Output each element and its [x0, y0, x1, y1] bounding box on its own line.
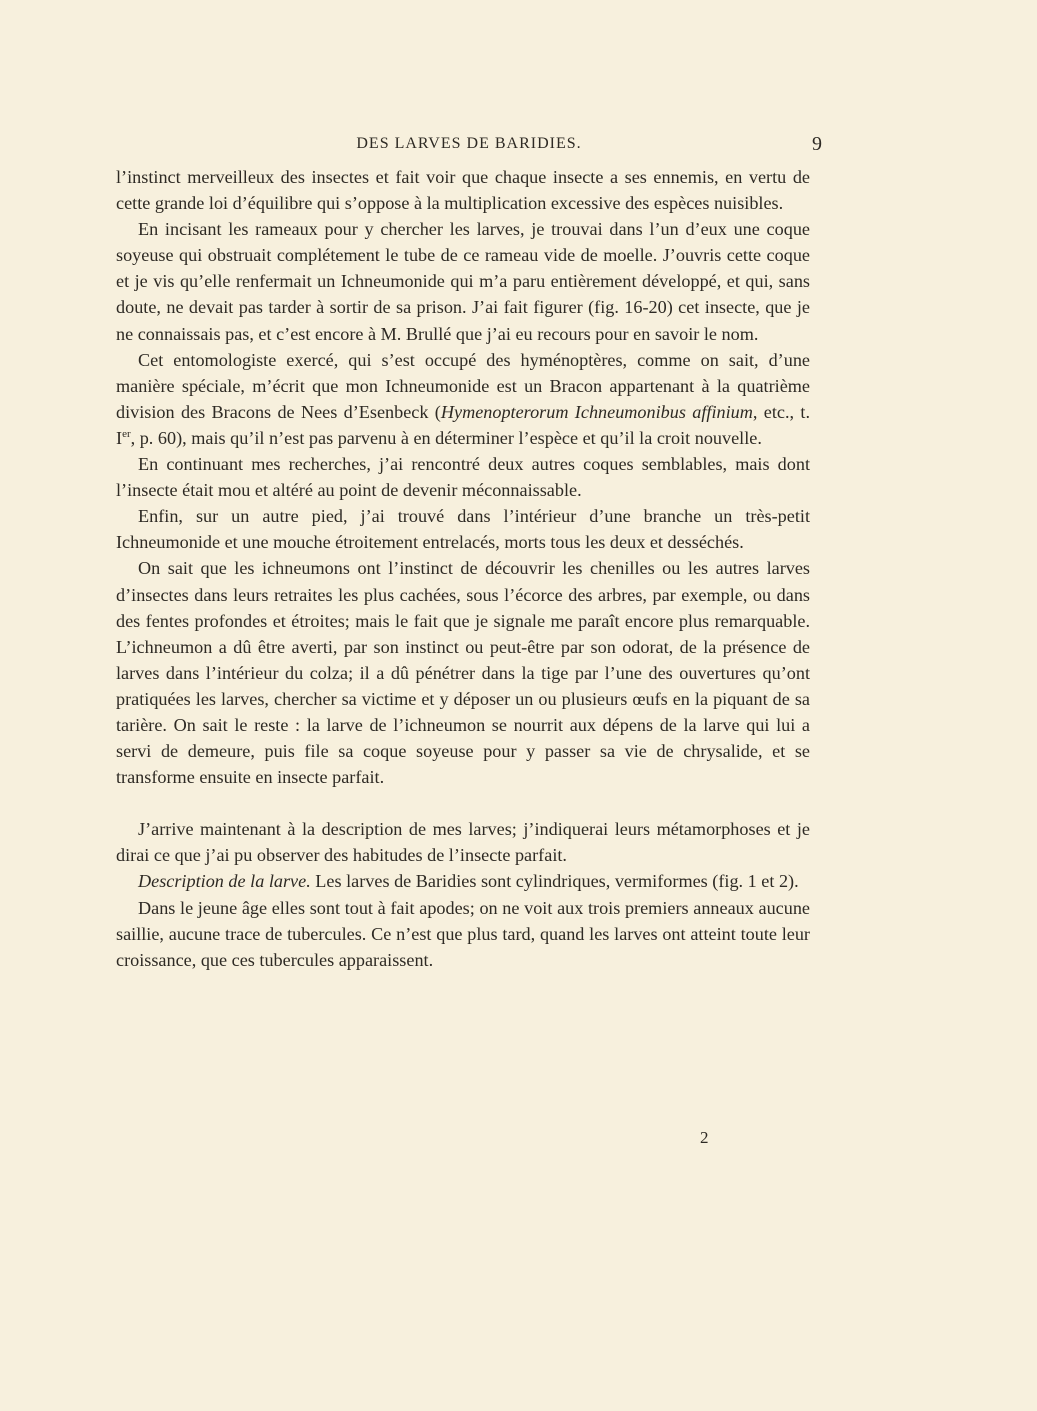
paragraph-8-text: Les larves de Baridies sont cylindriques, vermiformes (fig. 1 et 2). — [310, 871, 799, 892]
page-header — [116, 133, 822, 157]
body-text — [116, 164, 810, 973]
page-number: 9 — [812, 133, 822, 155]
paragraph-3-text-c: , p. 60), mais qu’il n’est pas parvenu à en déterminer l’espèce et qu’il la croit nouvelle. — [130, 427, 762, 448]
paragraph-7: J’arrive maintenant à la description de mes larves; j’indiquerai leurs métamorphoses et je dirai ce que j’ai pu observer des habitudes de l’insecte parfait. — [116, 819, 810, 866]
paragraph-6: On sait que les ichneumons ont l’instinct de découvrir les chenilles ou les autres larves d’insectes dans leurs retraites les plus cachées, sous l’écorce des arbres, par exemple, ou dans des fentes profondes et étroites; mais le fait que je signale me paraît encore plus remarquable. L’ichneumon a dû être averti, par son instinct ou peut-être par son odorat, de la présence de larves dans l’intérieur du colza; il a dû pénétrer dans la tige par l’une des ouvertures qu’ont pratiquées les larves, chercher sa victime et y déposer un ou plusieurs œufs en la piquant de sa tarière. On sait le reste : la larve de l’ichneumon se nourrit aux dépens de la larve qui lui a servi de demeure, puis file sa coque soyeuse pour y passer sa vie de chrysalide, et se transforme ensuite en insecte parfait. — [116, 558, 810, 788]
paragraph-5: Enfin, sur un autre pied, j’ai trouvé dans l’intérieur d’une branche un très-petit Ichneumonide et une mouche étroitement entrelacés, morts tous les deux et desséchés. — [116, 506, 810, 553]
signature-mark: 2 — [700, 1128, 709, 1147]
paragraph-3-text-b: , etc., t. I — [116, 401, 811, 448]
running-title: DES LARVES DE BARIDIES. — [356, 135, 582, 152]
paragraph-3-text-a: Cet entomologiste exercé, qui s’est occupé des hyménoptères, comme on sait, d’une manière spéciale, m’écrit que mon Ichneumonide est un Bracon appartenant à la quatrième division des Bracons de Nees d’Esenbeck ( — [116, 349, 810, 422]
paragraph-8 — [116, 868, 810, 894]
paragraph-3 — [116, 347, 810, 451]
superscript: er — [122, 427, 131, 440]
paragraph-2: En incisant les rameaux pour y chercher les larves, je trouvai dans l’un d’eux une coque soyeuse qui obstruait complétement le tube de ce rameau vide de moelle. J’ouvris cette coque et je vis qu’elle renfermait un Ichneumonide qui m’a paru entièrement développé, et qui, sans doute, ne devait pas tarder à sortir de sa prison. J’ai fait figurer (fig. 16-20) cet insecte, que je ne connaissais pas, et c’est encore à M. Brullé que j’ai eu recours pour en savoir le nom. — [116, 219, 810, 344]
paragraph-9: Dans le jeune âge elles sont tout à fait apodes; on ne voit aux trois premiers anneaux aucune saillie, aucune trace de tubercules. Ce n’est que plus tard, quand les larves ont atteint toute leur croissance, que ces tubercules apparaissent. — [116, 897, 810, 970]
latin-title: Hymenopterorum Ichneumonibus affinium — [440, 401, 753, 422]
paragraph-1: l’instinct merveilleux des insectes et fait voir que chaque insecte a ses ennemis, en vertu de cette grande loi d’équilibre qui s’oppose à la multiplication excessive des espèces nuisibles. — [116, 167, 810, 214]
paragraph-4: En continuant mes recherches, j’ai rencontré deux autres coques semblables, mais dont l’insecte était mou et altéré au point de devenir méconnaissable. — [116, 454, 810, 501]
section-heading: Description de la larve. — [138, 871, 311, 892]
